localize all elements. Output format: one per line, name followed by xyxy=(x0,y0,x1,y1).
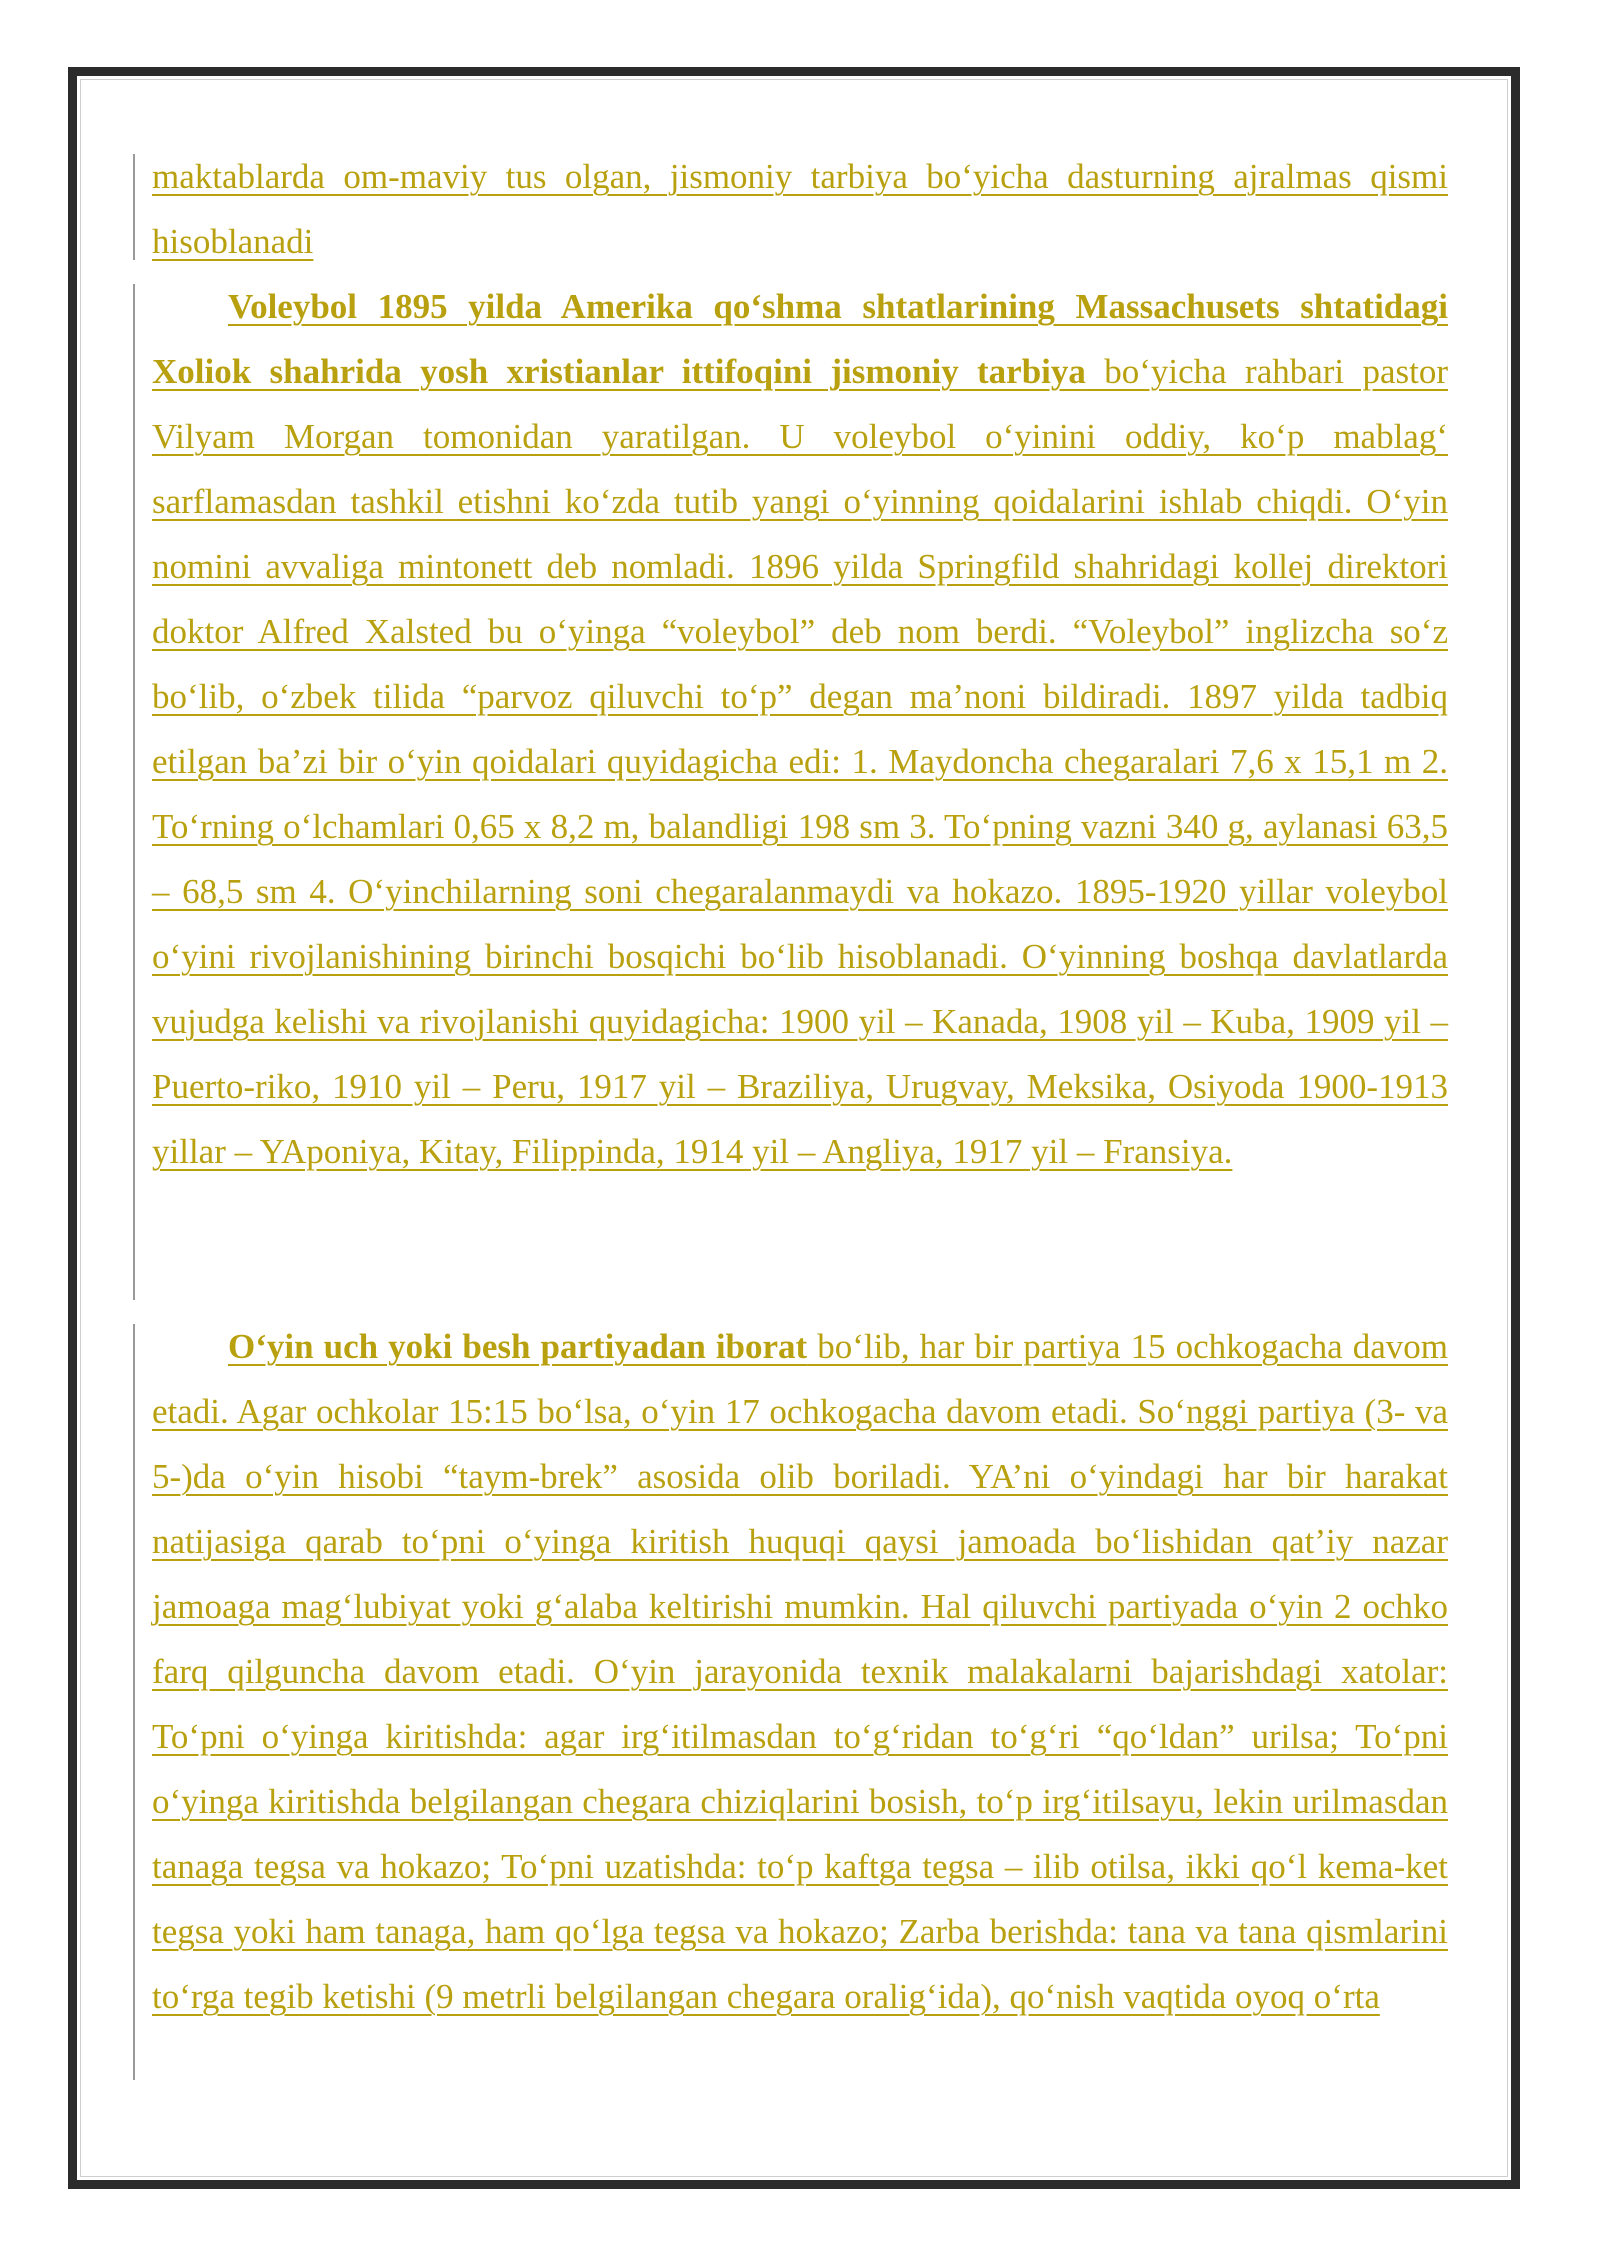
change-bar xyxy=(133,154,135,260)
paragraph-3-bold-lead: O‘yin uch yoki besh partiyadan iborat xyxy=(228,1327,808,1366)
paragraph-3 xyxy=(152,1314,1448,2029)
paragraph-2-bold-lead: Voleybol 1895 yilda Amerika qo‘shma shtatlarining Massachusets shtatidagi Xoliok shahrida yosh xristianlar ittifoqini jismoniy tarbiya xyxy=(152,287,1448,391)
change-bar xyxy=(133,1324,135,2080)
change-bar xyxy=(133,284,135,1300)
paragraph-2-text: bo‘yicha rahbari pastor Vilyam Morgan tomonidan yaratilgan. U voleybol o‘yinini oddiy, ko‘p mablag‘ sarflamasdan tashkil etishni ko‘zda tutib yangi o‘yinning qoidalarini ishlab chiqdi. O‘yin nomini avvaliga mintonett deb nomladi. 1896 yilda Springfild shahridagi kollej direktori doktor Alfred Xalsted bu o‘yinga “voleybol” deb nom berdi. “Voleybol” inglizcha so‘z bo‘lib, o‘zbek tilida “parvoz qiluvchi to‘p” degan ma’noni bildiradi. 1897 yilda tadbiq etilgan ba’zi bir o‘yin qoidalari quyidagicha edi: 1. Maydoncha chegaralari 7,6 x 15,1 m 2. To‘rning o‘lchamlari 0,65 x 8,2 m, balandligi 198 sm 3. To‘pning vazni 340 g, aylanasi 63,5 – 68,5 sm 4. O‘yinchilarning soni chegaralanmaydi va hokazo. 1895-1920 yillar voleybol o‘yini rivojlanishining birinchi bosqichi bo‘lib hisoblanadi. O‘yinning boshqa davlatlarda vujudga kelishi va rivojlanishi quyidagicha: 1900 yil – Kanada, 1908 yil – Kuba, 1909 yil – Puerto-riko, 1910 yil – Peru, 1917 yil – Braziliya, Urugvay, Meksika, Osiyoda 1900-1913 yillar – YAponiya, Kitay, Filippinda, 1914 yil – Angliya, 1917 yil – Fransiya. xyxy=(152,352,1449,1171)
paragraph-1 xyxy=(152,144,1448,274)
paragraph-1-text: maktablarda om-maviy tus olgan, jismoniy tarbiya bo‘yicha dasturning ajralmas qismi hisoblanadi xyxy=(152,157,1448,261)
paragraph-2 xyxy=(152,274,1448,1184)
paragraph-3-text: bo‘lib, har bir partiya 15 ochkogacha davom etadi. Agar ochkolar 15:15 bo‘lsa, o‘yin 17 ochkogacha davom etadi. So‘nggi partiya (3- va 5-)da o‘yin hisobi “taym-brek” asosida olib boriladi. YA’ni o‘yindagi har bir harakat natijasiga qarab to‘pni o‘yinga kiritish huquqi qaysi jamoada bo‘lishidan qat’iy nazar jamoaga mag‘lubiyat yoki g‘alaba keltirishi mumkin. Hal qiluvchi partiyada o‘yin 2 ochko farq qilguncha davom etadi. O‘yin jarayonida texnik malakalarni bajarishdagi xatolar: To‘pni o‘yinga kiritishda: agar irg‘itilmasdan to‘g‘ridan to‘g‘ri “qo‘ldan” urilsa; To‘pni o‘yinga kiritishda belgilangan chegara chiziqlarini bosish, to‘p irg‘itilsayu, lekin urilmasdan tanaga tegsa va hokazo; To‘pni uzatishda: to‘p kaftga tegsa – ilib otilsa, ikki qo‘l kema-ket tegsa yoki ham tanaga, ham qo‘lga tegsa va hokazo; Zarba berishda: tana va tana qismlarini to‘rga tegib ketishi (9 metrli belgilangan chegara oralig‘ida), qo‘nish vaqtida oyoq o‘rta xyxy=(152,1327,1449,2016)
